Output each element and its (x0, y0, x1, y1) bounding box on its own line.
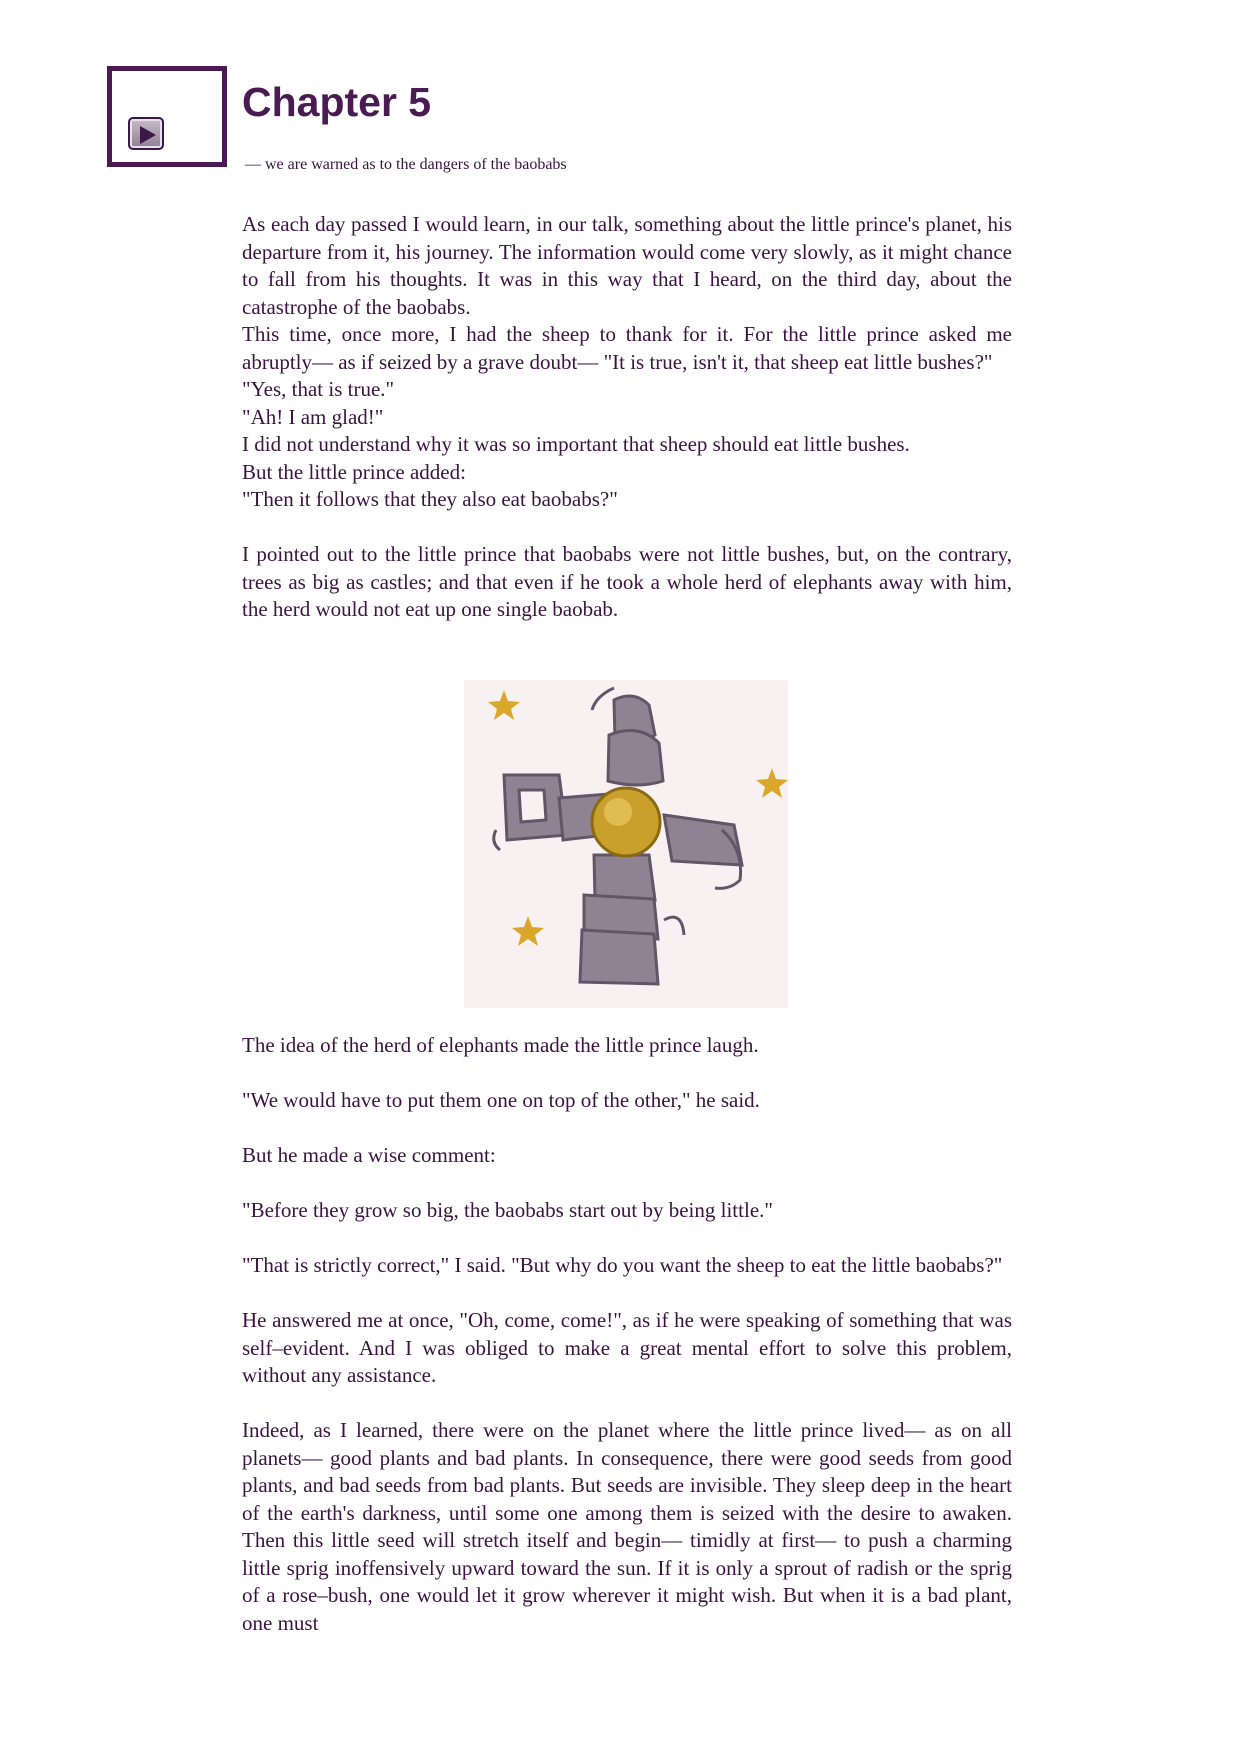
paragraph: The idea of the herd of elephants made the little prince laugh. (242, 1033, 759, 1057)
paragraph: Indeed, as I learned, there were on the planet where the little prince lived–– as on all planets–– good plants and bad plants. In consequence, there were good seeds from good plants, and bad seeds from bad plants. But seeds are invisible. They sleep deep in the heart of the earth's darkness, until some one among them is seized with the desire to awaken. Then this little seed will stretch itself and begin–– timidly at first–– to push a charming little sprig inoffensively upward toward the sun. If it is only a sprout of radish or the sprig of a rose–bush, one would let it grow wherever it might wish. But when it is a bad plant, one must (242, 1418, 1012, 1635)
elephants-illustration (464, 680, 788, 1008)
paragraph: But the little prince added: (242, 459, 466, 484)
chapter-subtitle: — we are warned as to the dangers of the baobabs (245, 156, 567, 173)
paragraph: "Then it follows that they also eat baobabs?" (242, 487, 618, 511)
paragraph: "Ah! I am glad!" (242, 404, 384, 429)
paragraph: "Yes, that is true." (242, 377, 395, 401)
chapter-audio-frame (107, 66, 227, 167)
paragraph: "We would have to put them one on top of the other," he said. (242, 1088, 760, 1112)
paragraph: He answered me at once, "Oh, come, come!", as if he were speaking of something that was self–evident. And I was obliged to make a great mental effort to solve this problem, without any assistance. (242, 1308, 1012, 1387)
paragraph: "Before they grow so big, the baobabs start out by being little." (242, 1198, 773, 1222)
play-button[interactable] (128, 117, 164, 150)
paragraph: I did not understand why it was so important that sheep should eat little bushes. (242, 432, 910, 456)
body-text-top (242, 211, 1012, 624)
paragraph: I pointed out to the little prince that baobabs were not little bushes, but, on the contrary, trees as big as castles; and that even if he took a whole herd of elephants away with him, the herd would not eat up one single baobab. (242, 542, 1012, 621)
body-text-bottom (242, 1032, 1012, 1637)
elephants-drawing (464, 680, 788, 1008)
paragraph: As each day passed I would learn, in our talk, something about the little prince's planet, his departure from it, his journey. The information would come very slowly, as it might chance to fall from his thoughts. It was in this way that I heard, on the third day, about the catastrophe of the baobabs. (242, 212, 1012, 319)
play-icon (138, 125, 158, 145)
chapter-title: Chapter 5 (242, 79, 432, 125)
paragraph: "That is strictly correct," I said. "But why do you want the sheep to eat the little baobabs?" (242, 1253, 1003, 1277)
paragraph: This time, once more, I had the sheep to thank for it. For the little prince asked me abruptly–– as if seized by a grave doubt–– "It is true, isn't it, that sheep eat little bushes?" (242, 322, 1012, 374)
paragraph: But he made a wise comment: (242, 1143, 496, 1167)
